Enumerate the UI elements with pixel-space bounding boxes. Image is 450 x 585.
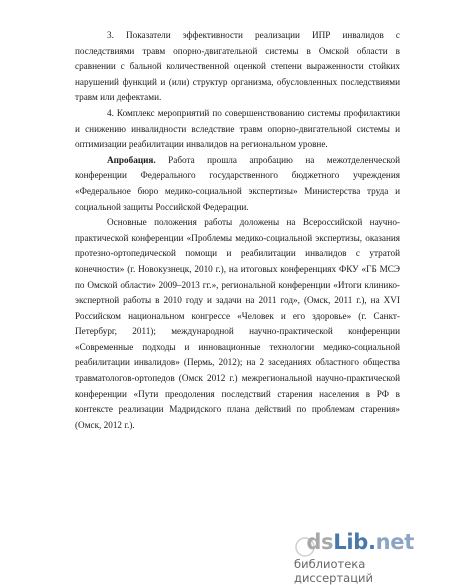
document-page: [75, 28, 400, 433]
reports-paragraph: Основные положения работы доложены на Всероссийской научно-практической конференции «Проблемы медико-социальной экспертизы, оказания протезно-ортопедической помощи и реабилитации инвалидов с утратой конечности» (г. Новокузнецк, 2010 г.), на итоговых конференциях ФКУ «ГБ МСЭ по Омской области» 2009–2013 гг.», региональной конференции «Итоги клинико-экспертной работы в 2010 году и задачи на 2011 год», (Омск, 2011 г.), на XVI Российском национальном конгрессе «Человек и его здоровье» (г. Санкт- Петербург, 2011); международной научно-практической конференции «Современные подходы и инновационные технологии медико-социальной реабилитации инвалидов» (Пермь, 2012); на 2 заседаниях областного общества травматологов-ортопедов (Омск 2012 г.) межрегиональной научно-практической конференции «Пути преодоления последствий старения населения в РФ в контексте реализации Мадридского плана действий по проблемам старения» (Омск, 2012 г.).: [75, 217, 400, 430]
watermark-dot: .: [367, 530, 376, 554]
paragraph-item-3: 3. Показатели эффективности реализации ИПР инвалидов с последствиями травм опорно-двигательной системы в Омской области в сравнении с бальной количественной оценкой степени выраженности стойких нарушений функций и (или) структур организма, обусловленных последствиями травм или дефектами.: [75, 30, 400, 103]
watermark-lib: Lib: [333, 530, 368, 554]
dslib-watermark: [294, 530, 444, 585]
watermark-net: net: [375, 530, 414, 554]
approbation-text: Работа прошла апробацию на межотделенческой конференции Федерального государственного бюджетного учреждения «Федеральное бюро медико-социальной экспертизы» Министерства труда и социальной защиты Российской Федерации.: [75, 154, 400, 212]
watermark-subtitle: библиотека диссертаций: [294, 557, 373, 585]
watermark-ds: ds: [306, 530, 334, 554]
paragraph-item-4: 4. Комплекс мероприятий по совершенствованию системы профилактики и снижению инвалидности вследствие травм опорно-двигательной системы и оптимизации реабилитации инвалидов на региональном уровне.: [75, 107, 400, 150]
approbation-label: Апробация.: [107, 154, 156, 165]
approbation-paragraph: [75, 153, 400, 215]
watermark-logo-text: [306, 530, 414, 554]
